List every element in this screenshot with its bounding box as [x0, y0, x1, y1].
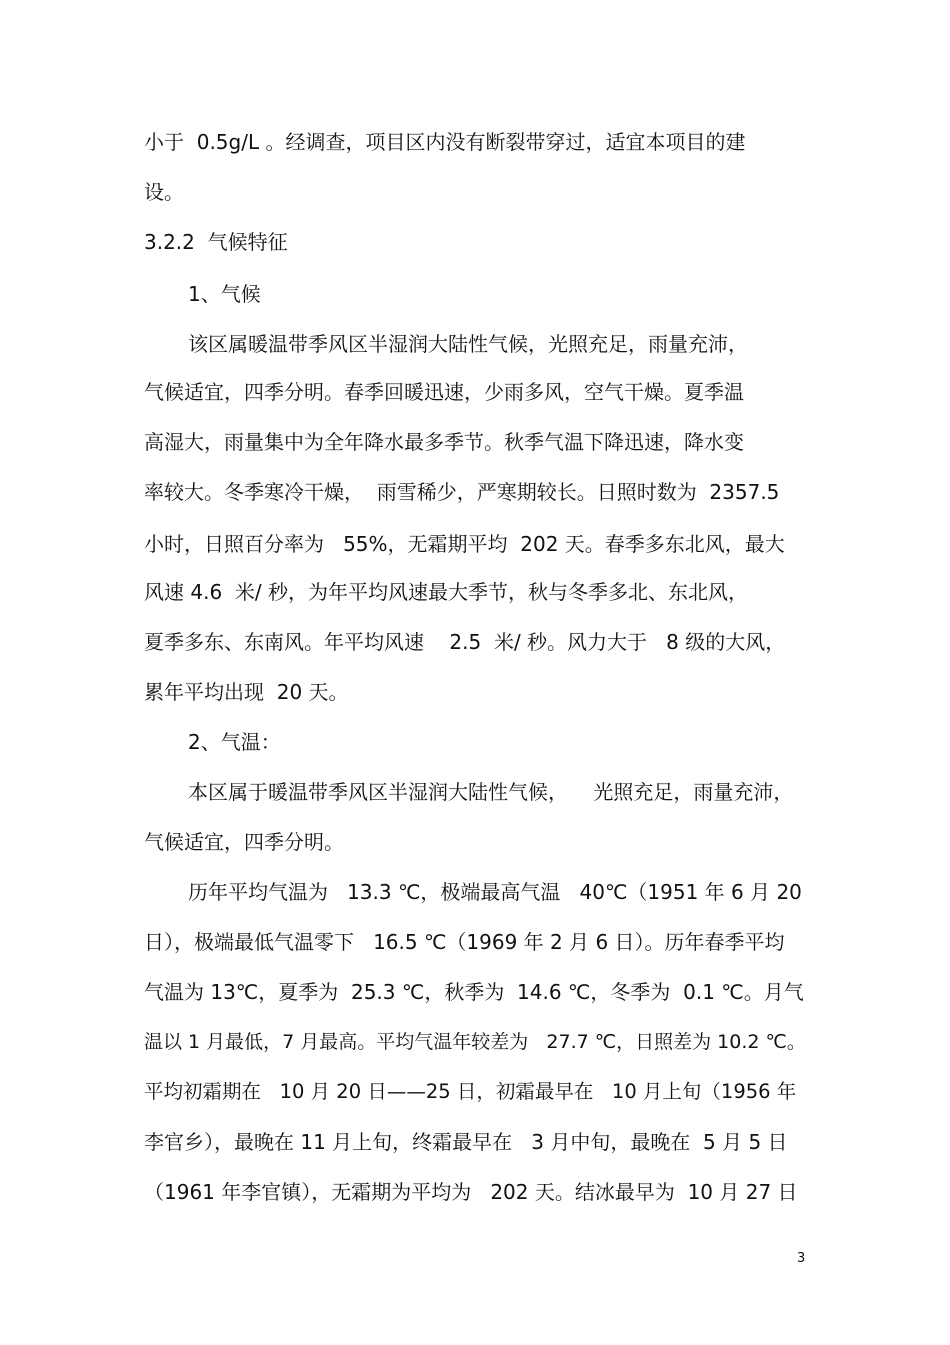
text-line-11: 夏季多东、东南风。年平均风速 2.5 米/ 秒。风力大于 8 级的大风， [144, 630, 786, 654]
text-line-6: 气候适宜，四季分明。春季回暖迅速，少雨多风，空气干燥。夏季温 [144, 380, 744, 404]
text-line-19: 温以 1 月最低，7 月最高。平均气温年较差为 27.7 ℃，日照差为 10.2 ℃。 [144, 1031, 806, 1053]
text-line-7: 高湿大，雨量集中为全年降水最多季节。秋季气温下降迅速，降水变 [144, 430, 744, 454]
text-line-21: 李官乡），最晚在 11 月上旬，终霜最早在 3 月中旬，最晚在 5 月 5 日 [144, 1130, 788, 1154]
text-line-15: 气候适宜，四季分明。 [144, 830, 344, 854]
section-heading: 3.2.2 气候特征 [144, 230, 288, 254]
text-line-22: （1961 年李官镇），无霜期为平均为 202 天。结冰最早为 10 月 27 日 [144, 1180, 798, 1204]
text-line-8: 率较大。冬季寒冷干燥， 雨雪稀少，严寒期较长。日照时数为 2357.5 [144, 480, 780, 504]
text-line-14: 本区属于暖温带季风区半湿润大陆性气候， 光照充足，雨量充沛， [188, 780, 794, 804]
text-line-18: 气温为 13℃，夏季为 25.3 ℃，秋季为 14.6 ℃，冬季为 0.1 ℃。月气 [144, 980, 804, 1004]
subsection-heading-temperature: 2、气温： [188, 730, 281, 754]
subsection-heading-climate: 1、气候 [188, 282, 261, 306]
text-line-2: 设。 [144, 180, 184, 204]
text-line-9: 小时，日照百分率为 55%，无霜期平均 202 天。春季多东北风，最大 [144, 532, 785, 556]
text-line-16: 历年平均气温为 13.3 ℃，极端最高气温 40℃（1951 年 6 月 20 [188, 880, 802, 904]
page-number: 3 [797, 1251, 806, 1266]
text-line-5: 该区属暖温带季风区半湿润大陆性气候，光照充足，雨量充沛， [188, 332, 748, 356]
text-line-20: 平均初霜期在 10 月 20 日——25 日，初霜最早在 10 月上旬（1956 年 [144, 1080, 797, 1103]
text-line-1: 小于 0.5g/L 。经调查，项目区内没有断裂带穿过，适宜本项目的建 [144, 130, 746, 154]
text-line-10: 风速 4.6 米/ 秒，为年平均风速最大季节，秋与冬季多北、东北风， [144, 580, 748, 604]
text-line-12: 累年平均出现 20 天。 [144, 680, 349, 704]
text-line-17: 日），极端最低气温零下 16.5 ℃（1969 年 2 月 6 日）。历年春季平均 [144, 930, 785, 954]
